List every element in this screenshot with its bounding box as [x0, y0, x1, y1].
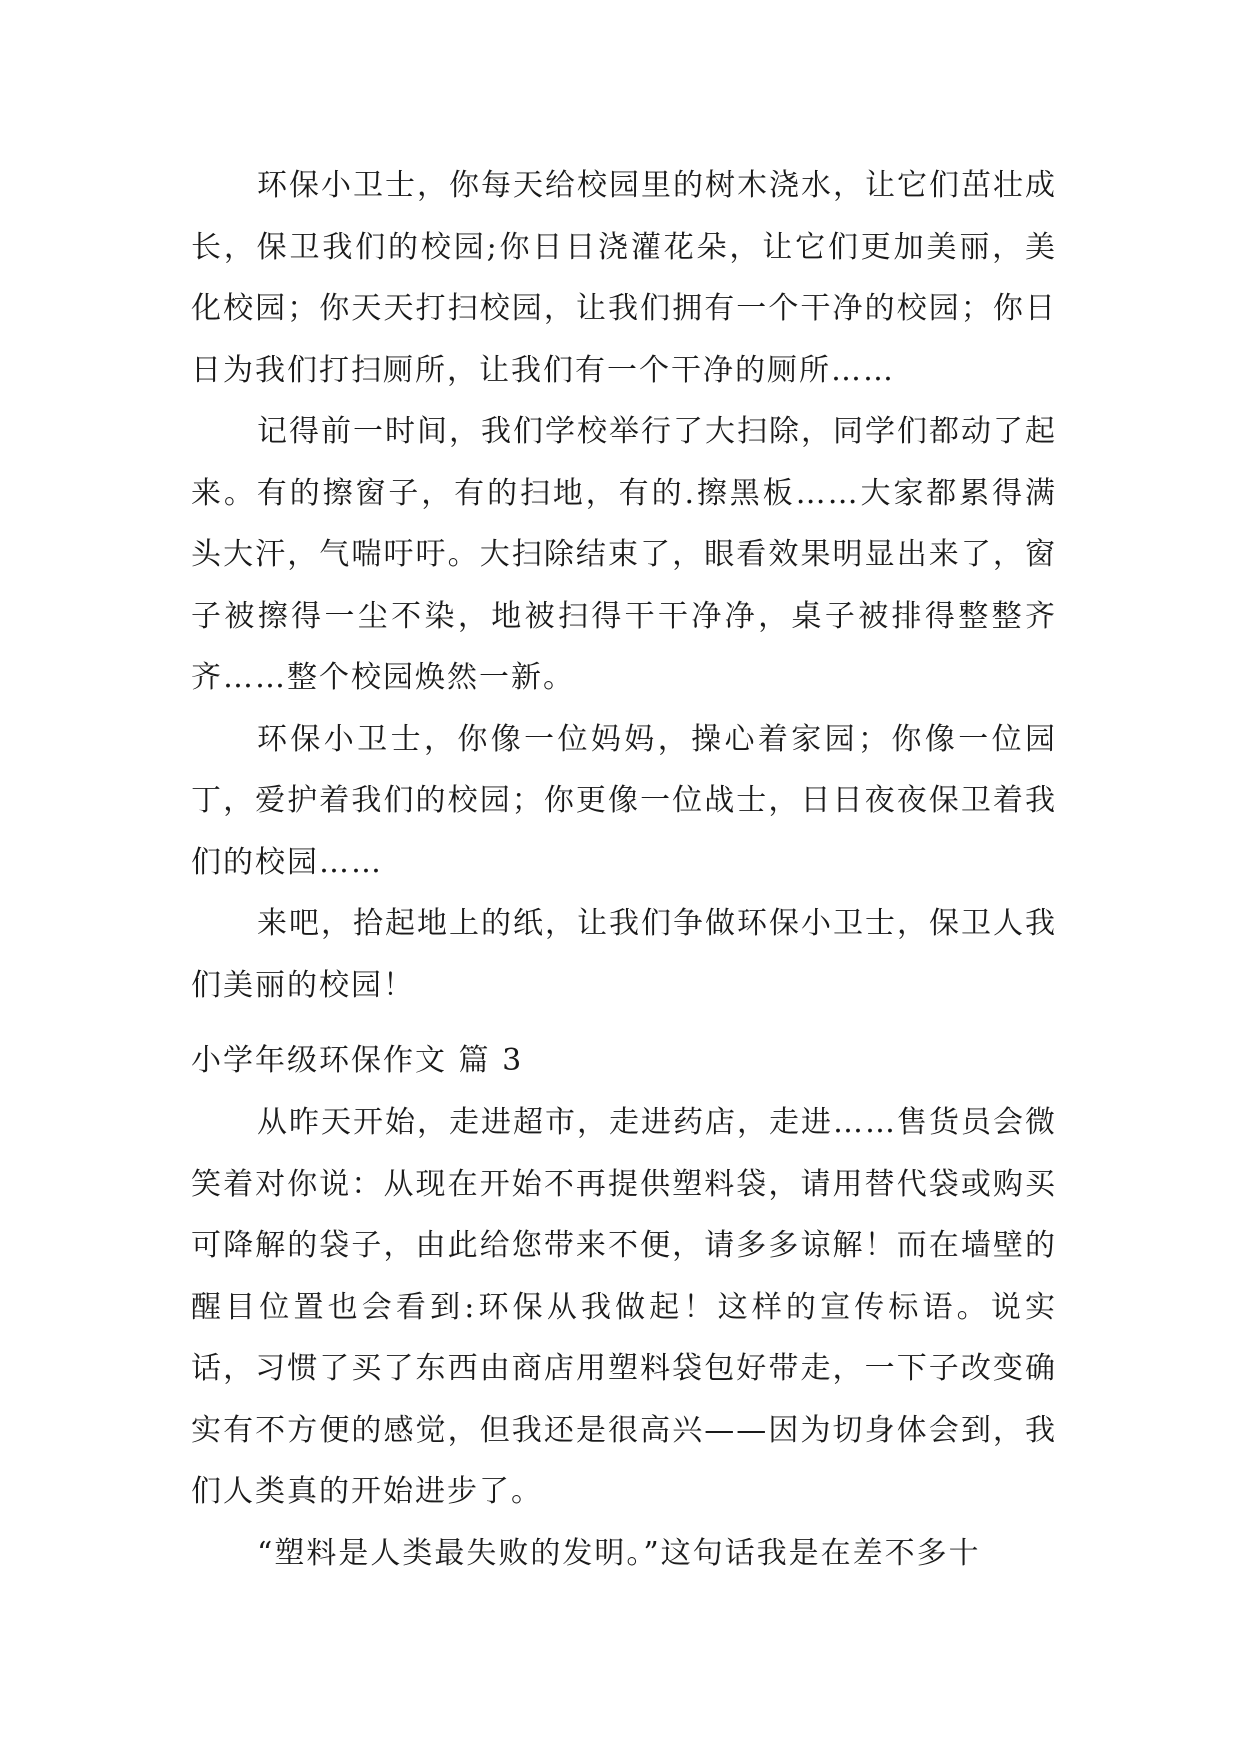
paragraph-plastic-quote: “塑料是人类最失败的发明。”这句话我是在差不多十	[257, 1535, 981, 1571]
essay-body-part-2	[191, 1092, 1057, 1584]
paragraph-call-to-action: 来吧，拾起地上的纸，让我们争做环保小卫士，保卫人我们美丽的校园！	[191, 906, 1057, 1003]
paragraph-cleanup-memory: 记得前一时间，我们学校举行了大扫除，同学们都动了起来。有的擦窗子，有的扫地，有的.擦黑板……大家都累得满头大汗，气喘吁吁。大扫除结束了，眼看效果明显出来了，窗子被擦得一尘不染，地被扫得干干净净，桌子被排得整整齐齐……整个校园焕然一新。	[191, 414, 1057, 695]
section-heading: 小学年级环保作文 篇 3	[191, 1043, 524, 1078]
paragraph-guardian-metaphors: 环保小卫士，你像一位妈妈，操心着家园；你像一位园丁，爱护着我们的校园；你更像一位战士，日日夜夜保卫着我们的校园……	[191, 721, 1057, 880]
paragraph-plastic-bag-ban: 从昨天开始，走进超市，走进药店，走进……售货员会微笑着对你说：从现在开始不再提供塑料袋，请用替代袋或购买可降解的袋子，由此给您带来不便，请多多谅解！而在墙壁的醒目位置也会看到:环保从我做起！这样的宣传标语。说实话，习惯了买了东西由商店用塑料袋包好带走，一下子改变确实有不方便的感觉，但我还是很高兴——因为切身体会到，我们人类真的开始进步了。	[191, 1105, 1057, 1509]
paragraph-guardian-duties: 环保小卫士，你每天给校园里的树木浇水，让它们茁壮成长，保卫我们的校园;你日日浇灌花朵，让它们更加美丽，美化校园；你天天打扫校园，让我们拥有一个干净的校园；你日日为我们打扫厕所，让我们有一个干净的厕所……	[191, 168, 1057, 388]
essay-body-part-1	[191, 155, 1057, 1016]
